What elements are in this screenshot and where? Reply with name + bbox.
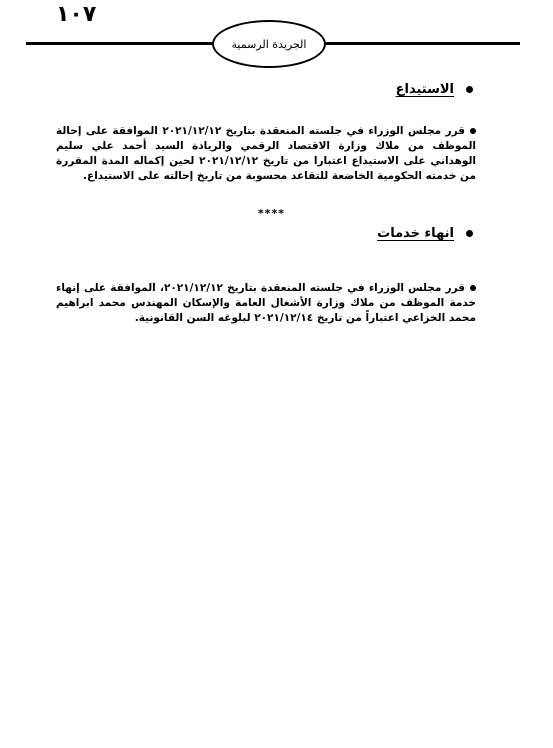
bullet-icon	[466, 230, 473, 237]
section-title-text: انهاء خدمات	[377, 226, 454, 241]
section-separator: ****	[258, 207, 286, 220]
bullet-icon	[470, 285, 476, 291]
paragraph-text: قرر مجلس الوزراء في جلسته المنعقدة بتاريخ ٢٠٢١/١٢/١٢ الموافقة على إحالة الموظف من ملاك وزارة الاقتصاد الرقمي والريادة السيد أحمد علي سليم الوهداني على الاستيداع اعتبارا من تاريخ ٢٠٢١/١٢/١٢ لحين إكماله المدة المقررة من خدمته الحكومية الخاضعة للتقاعد محسوبة من تاريخ إحالته على الاستيداع.	[56, 125, 477, 182]
bullet-icon	[470, 128, 476, 134]
section-title-termination	[377, 226, 473, 241]
page-number: ١٠٧	[56, 2, 97, 27]
section-paragraph-termination	[56, 281, 476, 326]
gazette-title-oval	[212, 20, 326, 68]
gazette-title: الجريدة الرسمية	[231, 37, 307, 51]
paragraph-text: قرر مجلس الوزراء في جلسته المنعقدة بتاريخ ٢٠٢١/١٢/١٢، الموافقة على إنهاء خدمة الموظف من ملاك وزارة الأشغال العامة والإسكان المهندس محمد ابراهيم محمد الخزاعي اعتباراً من تاريخ ٢٠٢١/١٢/١٤ لبلوغه السن القانونية.	[56, 282, 476, 324]
section-title-text: الاستيداع	[395, 82, 454, 97]
section-title-retirement	[396, 82, 473, 97]
section-paragraph-retirement	[56, 124, 476, 184]
bullet-icon	[466, 86, 473, 93]
